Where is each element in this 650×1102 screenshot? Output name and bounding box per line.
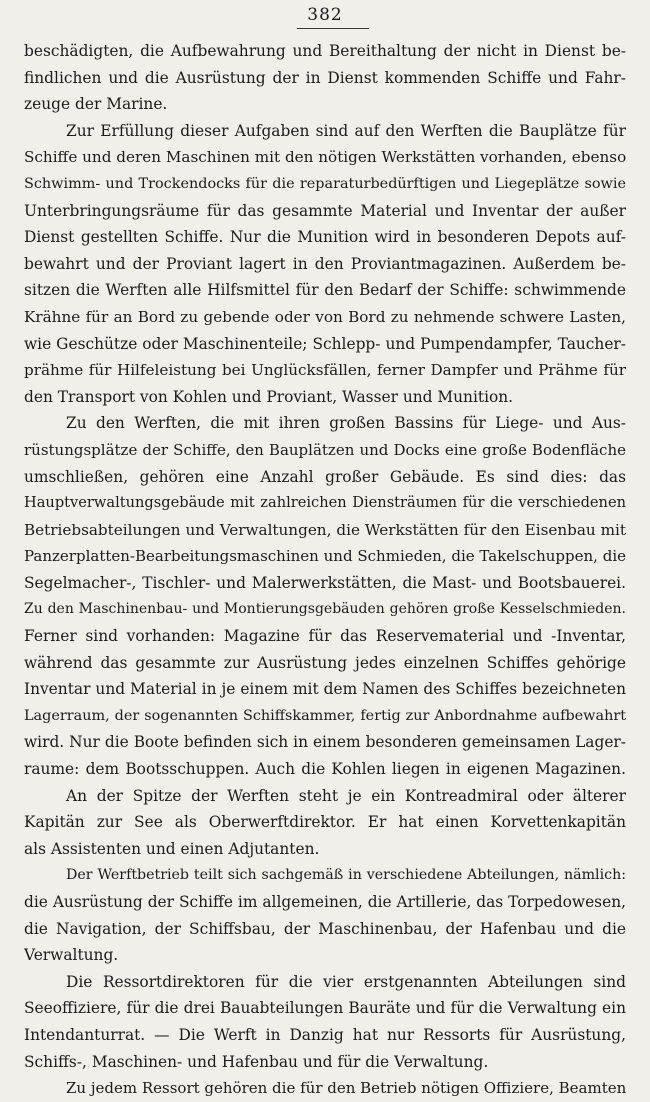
text-line: die Navigation, der Schiffsbau, der Maschinenbau, der Hafenbau und die — [24, 919, 626, 938]
text-line: Betriebsabteilungen und Verwaltungen, die Werkstätten für den Eisenbau mit — [24, 520, 626, 539]
text-line: Die Ressortdirektoren für die vier erstgenannten Abteilungen sind — [66, 972, 626, 991]
text-line: die Ausrüstung der Schiffe im allgemeinen, die Artillerie, das Torpedowesen, — [24, 893, 626, 911]
text-line: rüstungsplätze der Schiffe, den Bauplätzen und Docks eine große Bodenfläche — [24, 440, 626, 459]
text-line: Der Werftbetrieb teilt sich sachgemäß in verschiedene Abteilungen, nämlich: — [66, 867, 626, 884]
text-line: Segelmacher-, Tischler- und Malerwerkstätten, die Mast- und Bootsbauerei. — [24, 573, 626, 592]
text-line: Unterbringungsräume für das gesammte Material und Inventar der außer — [24, 201, 626, 220]
text-line: beschädigten, die Aufbewahrung und Bereithaltung der nicht in Dienst be- — [24, 42, 626, 60]
text-line: prähme für Hilfeleistung bei Unglücksfällen, ferner Dampfer und Prähme für — [24, 361, 626, 380]
page-number: 382 — [307, 5, 343, 25]
text-line: Schiffe und deren Maschinen mit den nötigen Werkstätten vorhanden, ebenso — [24, 148, 626, 167]
text-line: Schwimm- und Trockendocks für die reparaturbedürftigen und Liegeplätze sowie — [24, 175, 626, 192]
text-line: findlichen und die Ausrüstung der in Dienst kommenden Schiffe und Fahr- — [24, 68, 626, 87]
text-line: Panzerplatten-Bearbeitungsmaschinen und Schmieden, die Takelschuppen, die — [24, 547, 626, 566]
text-line: den Transport von Kohlen und Proviant, Wasser und Munition. — [24, 387, 514, 406]
text-line: Zu jedem Ressort gehören die für den Betrieb nötigen Offiziere, Beamten — [66, 1079, 626, 1098]
text-line: raume: dem Bootsschuppen. Auch die Kohlen liegen in eigenen Magazinen. — [24, 760, 626, 779]
text-line: Zu den Maschinenbau- und Montierungsgebäuden gehören große Kesselschmieden. — [24, 601, 626, 618]
text-line: Ferner sind vorhanden: Magazine für das Reservematerial und -Inventar, — [24, 627, 626, 646]
text-line: Zur Erfüllung dieser Aufgaben sind auf den Werften die Bauplätze für — [66, 121, 626, 140]
text-line: bewahrt und der Proviant lagert in den Proviantmagazinen. Außerdem be- — [24, 254, 626, 273]
text-line: Intendanturrat. — Die Werft in Danzig hat nur Ressorts für Ausrüstung, — [24, 1025, 626, 1044]
text-line: Dienst gestellten Schiffe. Nur die Munition wird in besonderen Depots auf- — [24, 228, 626, 247]
text-line: Kapitän zur See als Oberwerftdirektor. Er hat einen Korvettenkapitän — [24, 813, 626, 832]
text-line: Schiffs-, Maschinen- und Hafenbau und für die Verwaltung. — [24, 1052, 489, 1071]
text-line: Zu den Werften, die mit ihren großen Bassins für Liege- und Aus- — [66, 414, 626, 433]
text-line: wird. Nur die Boote befinden sich in einem besonderen gemeinsamen Lager- — [24, 733, 626, 752]
text-line: zeuge der Marine. — [24, 95, 168, 114]
text-line: Lagerraum, der sogenannten Schiffskammer, fertig zur Anbordnahme aufbewahrt — [24, 707, 626, 724]
text-line: Verwaltung. — [24, 946, 119, 965]
text-line: umschließen, gehören eine Anzahl großer Gebäude. Es sind dies: das — [24, 467, 626, 486]
text-line: wie Geschütze oder Maschinenteile; Schlepp- und Pumpendampfer, Taucher- — [24, 334, 626, 353]
text-line: Inventar und Material in je einem mit dem Namen des Schiffes bezeichneten — [24, 680, 626, 699]
body-text — [24, 38, 626, 1102]
text-line: als Assistenten und einen Adjutanten. — [24, 839, 320, 858]
text-line: Seeoffiziere, für die drei Bauabteilungen Bauräte und für die Verwaltung ein — [24, 999, 626, 1018]
text-line: Hauptverwaltungsgebäude mit zahlreichen Diensträumen für die verschiedenen — [24, 494, 626, 512]
text-line: An der Spitze der Werften steht je ein Kontreadmiral oder älterer — [66, 786, 626, 805]
header-rule — [297, 28, 369, 29]
text-line: während das gesammte zur Ausrüstung jedes einzelnen Schiffes gehörige — [24, 653, 626, 672]
text-line: sitzen die Werften alle Hilfsmittel für den Bedarf der Schiffe: schwimmende — [24, 281, 626, 300]
text-line: Krähne für an Bord zu gebende oder von Bord zu nehmende schwere Lasten, — [24, 307, 626, 326]
